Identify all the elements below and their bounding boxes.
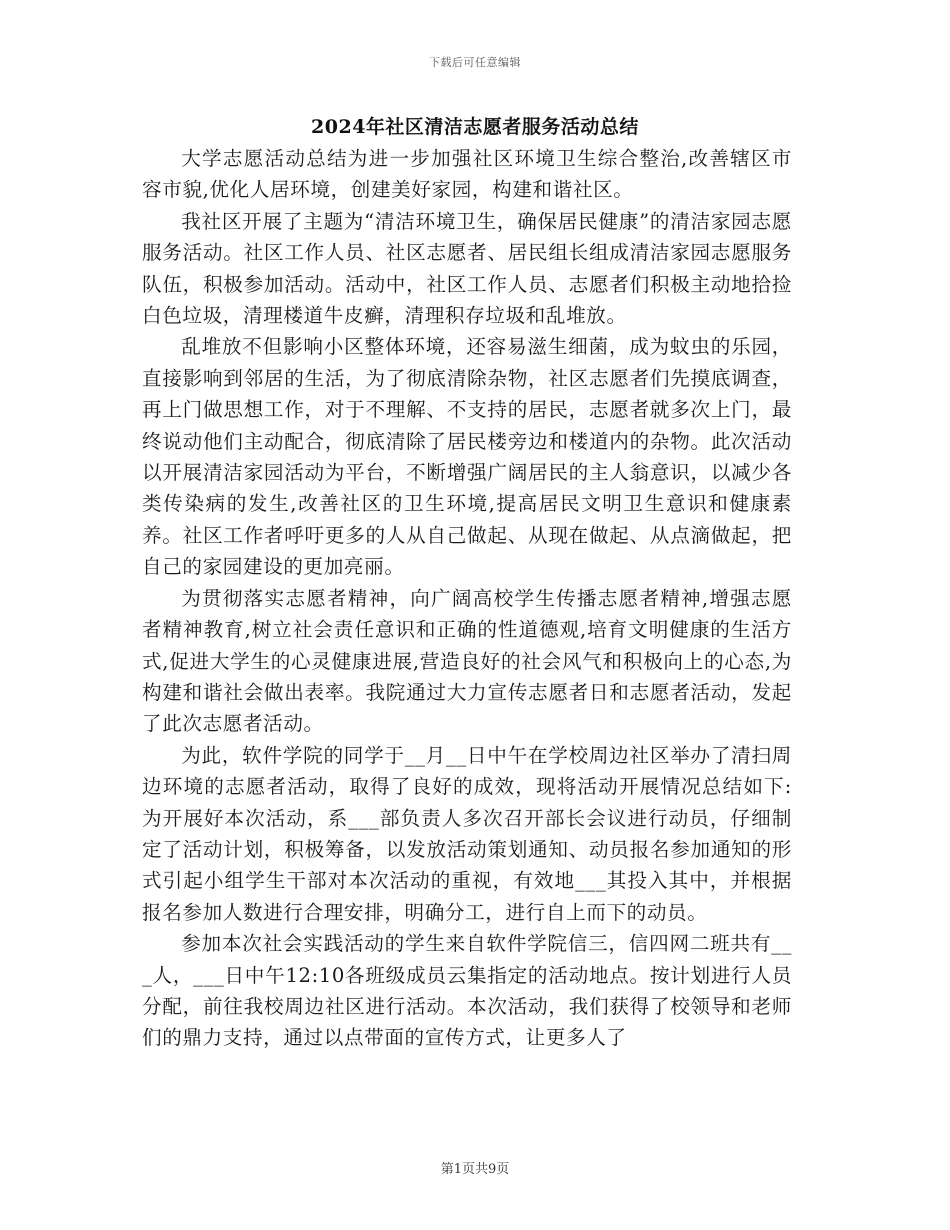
- document-title: 2024年社区清洁志愿者服务活动总结: [311, 116, 639, 138]
- paragraph-3: 乱堆放不但影响小区整体环境，还容易滋生细菌，成为蚊虫的乐园，直接影响到邻居的生活，为了彻底清除杂物，社区志愿者们先摸底调查，再上门做思想工作，对于不理解、不支持的居民，志愿者就多次上门，最终说动他们主动配合，彻底清除了居民楼旁边和楼道内的杂物。此次活动以开展清洁家园活动为平台，不断增强广阔居民的主人翁意识，以减少各类传染病的发生,改善社区的卫生环境,提高居民文明卫生意识和健康素养。社区工作者呼吁更多的人从自己做起、从现在做起、从点滴做起，把自己的家园建设的更加亮丽。: [142, 335, 792, 579]
- page-indicator: 第1页共9页: [440, 1162, 510, 1177]
- paragraph-6: 参加本次社会实践活动的学生来自软件学院信三，信四网二班共有___人，___日中午12:10各班级成员云集指定的活动地点。按计划进行人员分配，前往我校周边社区进行活动。本次活动，我们获得了校领导和老师们的鼎力支持，通过以点带面的宣传方式，让更多人了: [142, 932, 792, 1050]
- header-note: 下载后可任意编辑: [429, 56, 521, 69]
- paragraph-4: 为贯彻落实志愿者精神，向广阔高校学生传播志愿者精神,增强志愿者精神教育,树立社会责任意识和正确的性道德观,培育文明健康的生活方式,促进大学生的心灵健康进展,营造良好的社会风气和积极向上的心态,为构建和谐社会做出表率。我院通过大力宣传志愿者日和志愿者活动，发起了此次志愿者活动。: [142, 586, 792, 736]
- paragraph-1: 大学志愿活动总结为进一步加强社区环境卫生综合整治,改善辖区市容市貌,优化人居环境，创建美好家园，构建和谐社区。: [142, 147, 792, 202]
- paragraph-2: 我社区开展了主题为“清洁环境卫生，确保居民健康”的清洁家园志愿服务活动。社区工作人员、社区志愿者、居民组长组成清洁家园志愿服务队伍，积极参加活动。活动中，社区工作人员、志愿者们积极主动地拾捡白色垃圾，清理楼道牛皮癣，清理积存垃圾和乱堆放。: [142, 209, 792, 328]
- document-body: [142, 143, 792, 1054]
- paragraph-5: 为此，软件学院的同学于__月__日中午在学校周边社区举办了清扫周边环境的志愿者活动，取得了良好的成效，现将活动开展情况总结如下:为开展好本次活动，系___部负责人多次召开部长会议进行动员，仔细制定了活动计划，积极筹备，以发放活动策划通知、动员报名参加通知的形式引起小组学生干部对本次活动的重视，有效地___其投入其中，并根据报名参加人数进行合理安排，明确分工，进行自上而下的动员。: [142, 743, 792, 924]
